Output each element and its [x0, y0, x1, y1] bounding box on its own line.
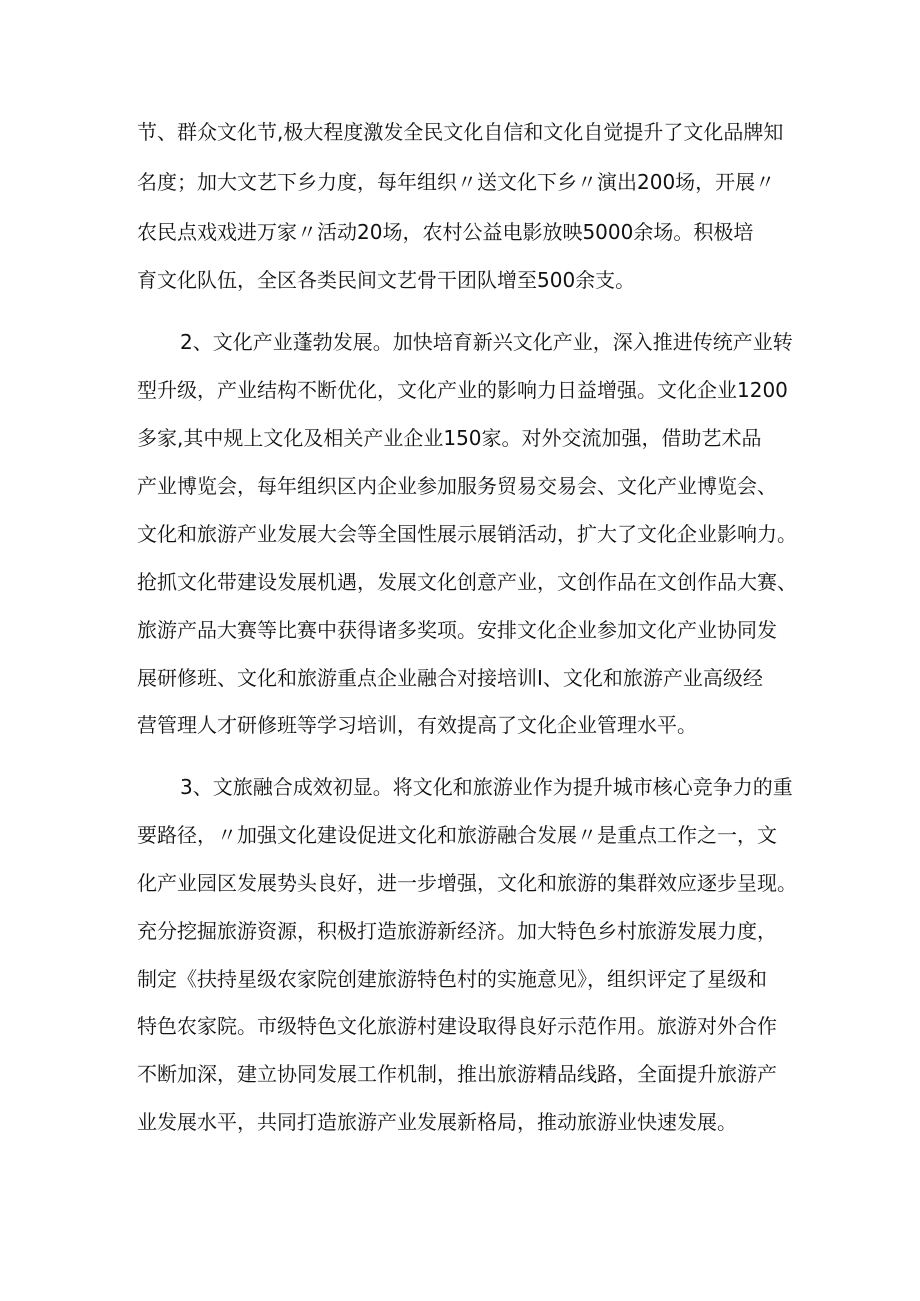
paragraph-line: 展研修班、文化和旅游重点企业融合对接培训I、文化和旅游产业高级经: [137, 666, 763, 690]
paragraph-line: 制定《扶持星级农家院创建旅游特色村的实施意见》，组织评定了星级和: [137, 967, 767, 991]
paragraph-line: 农民点戏戏进万家〃活动20场，农村公益电影放映5000余场。积极培: [137, 220, 754, 244]
paragraph-line: 抢抓文化带建设发展机遇，发展文化创意产业，文创作品在文创作品大赛、: [137, 570, 797, 594]
paragraph-line: 不断加深，建立协同发展工作机制，推出旅游精品线路，全面提升旅游产: [137, 1062, 777, 1086]
paragraph-line: 3、文旅融合成效初显。将文化和旅游业作为提升城市核心竞争力的重: [180, 775, 793, 799]
paragraph-line: 2、文化产业蓬勃发展。加快培育新兴文化产业，深入推进传统产业转: [180, 330, 793, 354]
paragraph-line: 文化和旅游产业发展大会等全国性展示展销活动，扩大了文化企业影响力。: [137, 522, 797, 546]
paragraph-line: 名度；加大文艺下乡力度，每年组织〃送文化下乡〃演出200场，开展〃: [137, 170, 776, 194]
paragraph-line: 节、群众文化节,极大程度激发全民文化自信和文化自觉提升了文化品牌知: [137, 120, 784, 144]
paragraph-line: 多家,其中规上文化及相关产业企业150家。对外交流加强，借助艺术品: [137, 426, 762, 450]
paragraph-line: 充分挖掘旅游资源，积极打造旅游新经济。加大特色乡村旅游发展力度，: [137, 919, 777, 943]
paragraph-line: 营管理人才研修班等学习培训，有效提高了文化企业管理水平。: [137, 713, 697, 737]
paragraph-line: 育文化队伍，全区各类民间文艺骨干团队增至500余支。: [137, 268, 636, 292]
paragraph-line: 特色农家院。市级特色文化旅游村建设取得良好示范作用。旅游对外合作: [137, 1014, 777, 1038]
paragraph-line: 业发展水平，共同打造旅游产业发展新格局，推动旅游业快速发展。: [137, 1110, 737, 1134]
paragraph-line: 型升级，产业结构不断优化，文化产业的影响力日益增强。文化企业1200: [137, 378, 788, 402]
paragraph-line: 化产业园区发展势头良好，进一步增强，文化和旅游的集群效应逐步呈现。: [137, 871, 797, 895]
paragraph-line: 要路径，〃加强文化建设促进文化和旅游融合发展〃是重点工作之一，文: [137, 823, 777, 847]
paragraph-line: 旅游产品大赛等比赛中获得诸多奖项。安排文化企业参加文化产业协同发: [137, 618, 777, 642]
paragraph-line: 产业博览会，每年组织区内企业参加服务贸易交易会、文化产业博览会、: [137, 474, 777, 498]
